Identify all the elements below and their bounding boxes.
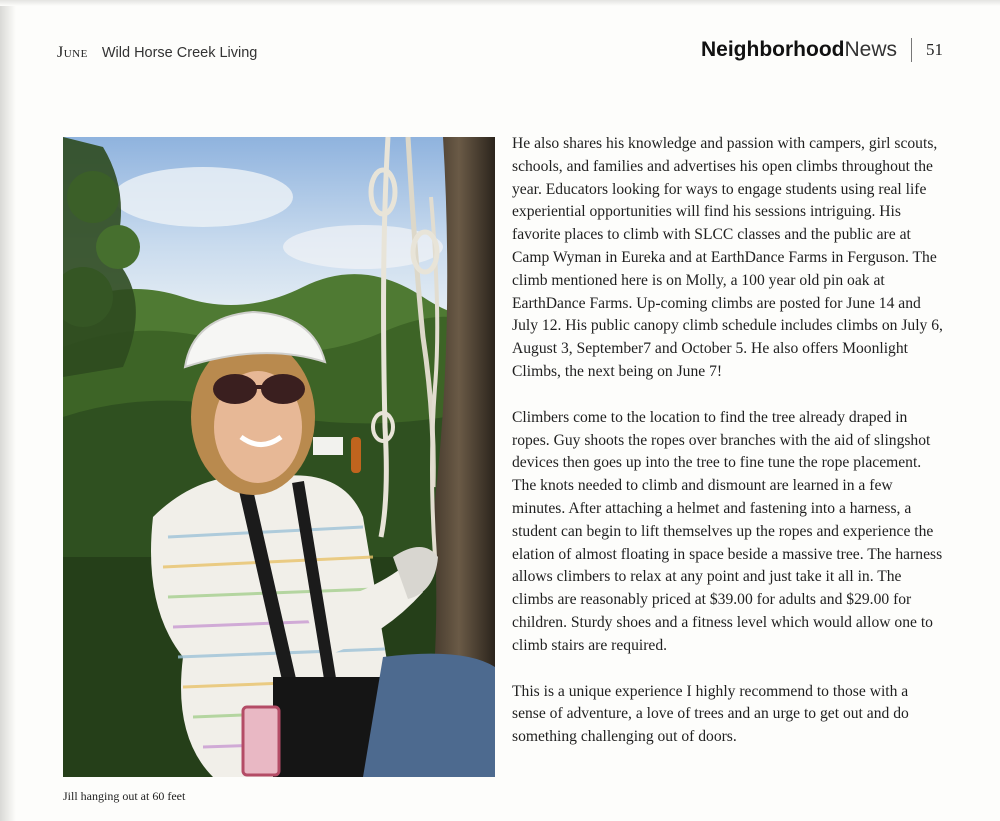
article-paragraph: He also shares his knowledge and passion with campers, girl scouts, schools, and families and advertises his open climbs throughout the year. Educators looking for ways to engage students using real life experiential opportunities will find his sessions intriguing. His favorite places to climb with SLCC classes and the public are at Camp Wyman in Eureka and at EarthDance Farms in Ferguson. The climb mentioned here is on Molly, a 100 year old pin oak at EarthDance Farms. Up-coming climbs are posted for June 14 and July 12. His public canopy climb schedule includes climbs on July 6, August 3, September7 and October 5. He also offers Moonlight Climbs, the next being on June 7! [512, 135, 943, 380]
section-title-light: News [844, 38, 897, 61]
section-title-bold: Neighborhood [701, 38, 845, 61]
header-divider [911, 38, 912, 62]
article-body [512, 133, 944, 772]
running-header-left [57, 44, 257, 62]
page-top-edge [0, 0, 1000, 6]
article-paragraph: Climbers come to the location to find the tree already draped in ropes. Guy shoots the ropes over branches with the aid of slingshot devices then goes up into the tree to fine tune the rope placement. The knots needed to climb and dismount are learned in a few minutes. After attaching a helmet and fastening into a harness, a student can begin to lift themselves up the ropes and experience the elation of almost floating in space beside a massive tree. The harness allows climbers to relax at any point and just take it all in. The climbs are reasonably priced at $39.00 for adults and $29.00 for children. Sturdy shoes and a fitness level which would allow one to climb stairs are required. [512, 408, 943, 654]
publication-name: Wild Horse Creek Living [101, 45, 258, 61]
photo-caption: Jill hanging out at 60 feet [63, 789, 186, 803]
page-binding-shadow [0, 0, 16, 821]
sunglasses [213, 374, 257, 404]
carabiner [351, 437, 361, 473]
article-photo [63, 137, 495, 777]
photo-illustration [63, 137, 495, 777]
phone [243, 707, 279, 775]
issue-month: June [57, 44, 88, 61]
article-paragraph: This is a unique experience I highly recommend to those with a sense of adventure, a love of trees and an urge to get out and do something challenging out of doors. [512, 682, 909, 746]
running-header-right [701, 38, 943, 62]
section-title [701, 38, 897, 62]
page-number: 51 [926, 40, 943, 59]
